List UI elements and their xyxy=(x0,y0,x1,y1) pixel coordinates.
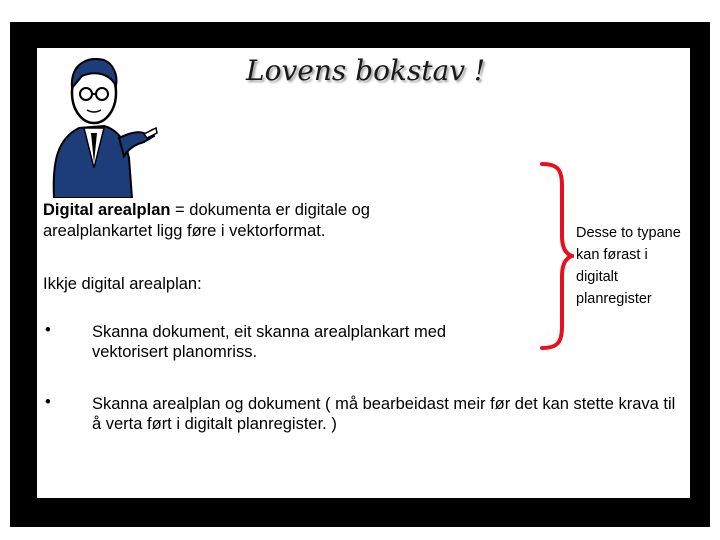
definition-text: = dokumenta er digitale og arealplankartet ligg føre i vektorformat. xyxy=(43,201,370,240)
side-note: Desse to typane kan førast i digitalt planregister xyxy=(576,225,681,307)
bullet-item-2: Skanna arealplan og dokument ( må bearbeidast meir før det kan stette krava til å verta ført i digitalt planregister. ) xyxy=(92,395,676,433)
bullet-marker: • xyxy=(45,321,51,339)
non-digital-heading: Ikkje digital arealplan: xyxy=(43,275,202,293)
definition-paragraph xyxy=(43,200,483,242)
pointing-man-icon xyxy=(34,38,159,198)
definition-term: Digital arealplan xyxy=(43,201,171,219)
curly-brace-icon xyxy=(534,160,574,352)
slide-title: Lovens bokstav ! xyxy=(246,54,486,87)
bullet-marker: • xyxy=(45,393,51,411)
bullet-item-1: Skanna dokument, eit skanna arealplankart med vektorisert planomriss. xyxy=(92,323,447,361)
